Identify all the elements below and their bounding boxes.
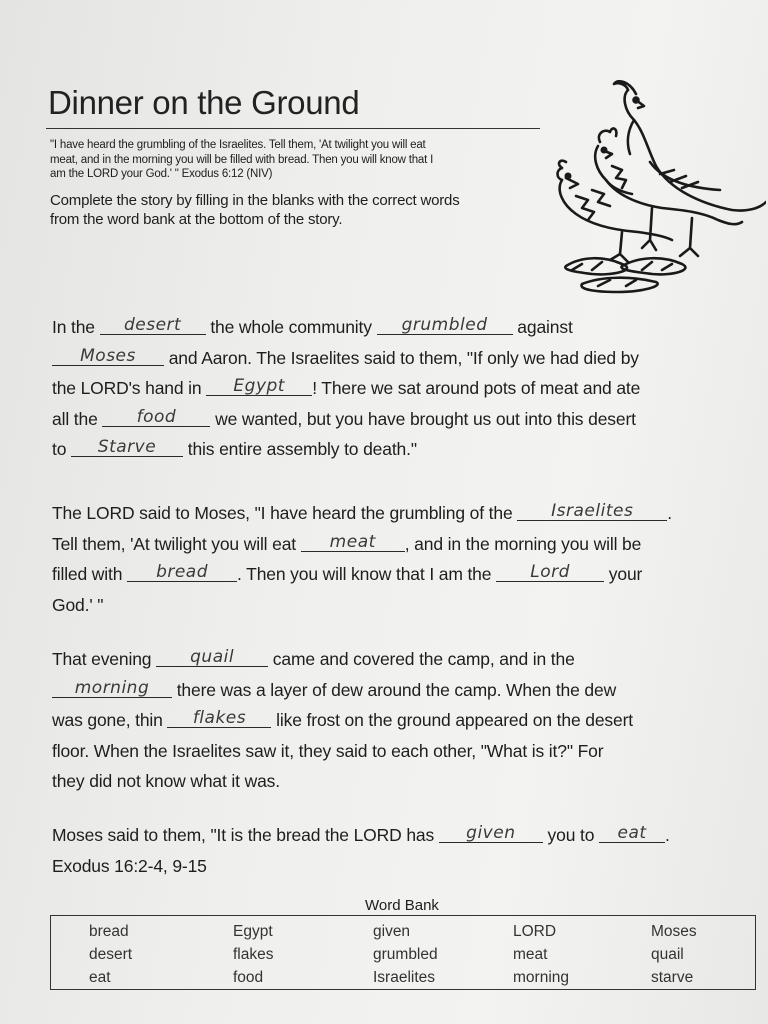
story-line (52, 705, 757, 736)
scripture-reference: Exodus 16:2-4, 9-15 (52, 855, 207, 876)
word-bank-column (651, 920, 697, 989)
story-text: floor. When the Israelites saw it, they said to each other, "What is it?" For (52, 740, 604, 761)
verse-quote (50, 138, 530, 182)
answer-blank-food[interactable] (102, 404, 210, 427)
answer-blank-starve[interactable] (71, 434, 183, 457)
story-text: this entire assembly to death." (183, 439, 417, 459)
handwritten-answer: Starve (97, 437, 157, 457)
word-bank-word: quail (651, 946, 684, 963)
story-text: . Then you will know that I am the (237, 564, 497, 584)
answer-blank-morning[interactable] (52, 675, 172, 698)
verse-line: am the LORD your God.' " Exodus 6:12 (NIV) (50, 168, 273, 180)
verse-line: "I have heard the grumbling of the Israelites. Tell them, 'At twilight you will eat (50, 139, 426, 151)
story-text: like frost on the ground appeared on the desert (271, 710, 633, 730)
story-text: they did not know what it was. (52, 771, 280, 791)
story-text: was gone, thin (52, 710, 168, 730)
quail-birds-icon (552, 70, 766, 298)
story-text: all the (52, 408, 103, 429)
word-bank-column (233, 920, 274, 989)
word-bank (50, 915, 756, 990)
story-text: ! There we sat around pots of meat and ate (312, 378, 641, 398)
word-bank-word: Moses (651, 923, 697, 940)
answer-blank-grumbled[interactable] (377, 312, 513, 335)
answer-blank-moses[interactable] (52, 343, 164, 366)
story-text: Moses said to them, "It is the bread the LORD has (52, 825, 439, 845)
answer-blank-lord[interactable] (496, 559, 604, 582)
word-bank-word: eat (89, 969, 111, 986)
answer-blank-bread[interactable] (127, 559, 237, 582)
word-bank-word: given (373, 923, 411, 940)
word-bank-word: starve (651, 969, 694, 986)
story-line (52, 404, 757, 435)
story-line (52, 559, 757, 590)
handwritten-answer: flakes (192, 708, 247, 728)
story-text: the whole community (205, 317, 377, 337)
verse-line: meat, and in the morning you will be filled with bread. Then you will know that I (50, 153, 434, 166)
story-line (52, 675, 757, 706)
story-line (52, 820, 757, 851)
story-paragraph-2 (52, 498, 757, 620)
word-bank-word: meat (513, 946, 548, 963)
answer-blank-given[interactable] (439, 820, 543, 843)
handwritten-answer: Moses (80, 345, 136, 366)
instructions-line: from the word bank at the bottom of the story. (50, 210, 343, 228)
story-paragraph-1 (52, 312, 757, 465)
word-bank-word: desert (89, 946, 133, 963)
story-text: your (604, 564, 643, 584)
story-text: Tell them, 'At twilight you will eat (52, 533, 301, 554)
story-line (52, 343, 757, 374)
handwritten-answer: grumbled (401, 315, 488, 335)
answer-blank-meat[interactable] (301, 529, 405, 552)
story-text: God.' " (52, 594, 104, 615)
story-paragraph-3 (52, 644, 757, 797)
story-line (52, 766, 757, 797)
handwritten-answer: desert (123, 315, 182, 335)
handwritten-answer: Egypt (233, 376, 285, 396)
story-text: the LORD's hand in (52, 378, 207, 398)
worksheet-title: Dinner on the Ground (48, 84, 360, 121)
word-bank-title: Word Bank (365, 897, 439, 914)
story-line (52, 736, 757, 767)
story-text: That evening (52, 649, 157, 669)
handwritten-answer: food (136, 406, 177, 427)
word-bank-column (513, 920, 569, 989)
word-bank-word: morning (513, 969, 569, 986)
answer-blank-egypt[interactable] (206, 373, 312, 396)
handwritten-answer: bread (156, 562, 209, 582)
story-text: we wanted, but you have brought us out into this desert (210, 408, 636, 429)
story-line (52, 529, 757, 560)
story-text: against (512, 317, 573, 337)
word-bank-word: bread (89, 923, 129, 940)
handwritten-answer: meat (329, 531, 376, 552)
answer-blank-quail[interactable] (156, 644, 268, 667)
story-line (52, 590, 757, 621)
story-text: The LORD said to Moses, "I have heard the grumbling of the (52, 503, 518, 523)
word-bank-word: grumbled (373, 946, 438, 963)
handwritten-answer: Israelites (551, 501, 634, 521)
story-line (52, 644, 757, 675)
story-text: came and covered the camp, and in the (268, 649, 575, 669)
word-bank-word: flakes (233, 946, 274, 963)
story-text: . (667, 503, 672, 523)
handwritten-answer: eat (617, 823, 647, 843)
instructions-line: Complete the story by filling in the blanks with the correct words (50, 192, 460, 209)
handwritten-answer: morning (74, 677, 150, 698)
word-bank-word: food (233, 969, 264, 986)
word-bank-word: Egypt (233, 923, 273, 940)
title-divider (46, 128, 540, 129)
story-paragraph-4 (52, 820, 757, 881)
story-text: there was a layer of dew around the camp. When the dew (172, 679, 617, 700)
story-line (52, 498, 757, 529)
word-bank-column (89, 920, 132, 989)
word-bank-word: Israelites (373, 969, 436, 986)
story-text: and Aaron. The Israelites said to them, "If only we had died by (164, 347, 639, 368)
story-text: . (665, 825, 670, 845)
instructions (50, 192, 530, 229)
handwritten-answer: given (466, 823, 516, 843)
story-text: to (52, 439, 72, 459)
story-text: In the (52, 317, 100, 337)
answer-blank-eat[interactable] (599, 820, 665, 843)
answer-blank-flakes[interactable] (167, 705, 271, 728)
answer-blank-israelites[interactable] (517, 498, 667, 521)
story-text: you to (542, 825, 600, 845)
story-text: , and in the morning you will be (404, 533, 642, 554)
handwritten-answer: Lord (530, 562, 570, 582)
word-bank-column (373, 920, 438, 989)
story-line (52, 373, 757, 404)
answer-blank-desert[interactable] (100, 312, 206, 335)
story-line (52, 312, 757, 343)
story-text: filled with (52, 564, 128, 584)
story-line (52, 434, 757, 465)
handwritten-answer: quail (190, 647, 235, 667)
word-bank-word: LORD (513, 923, 557, 940)
